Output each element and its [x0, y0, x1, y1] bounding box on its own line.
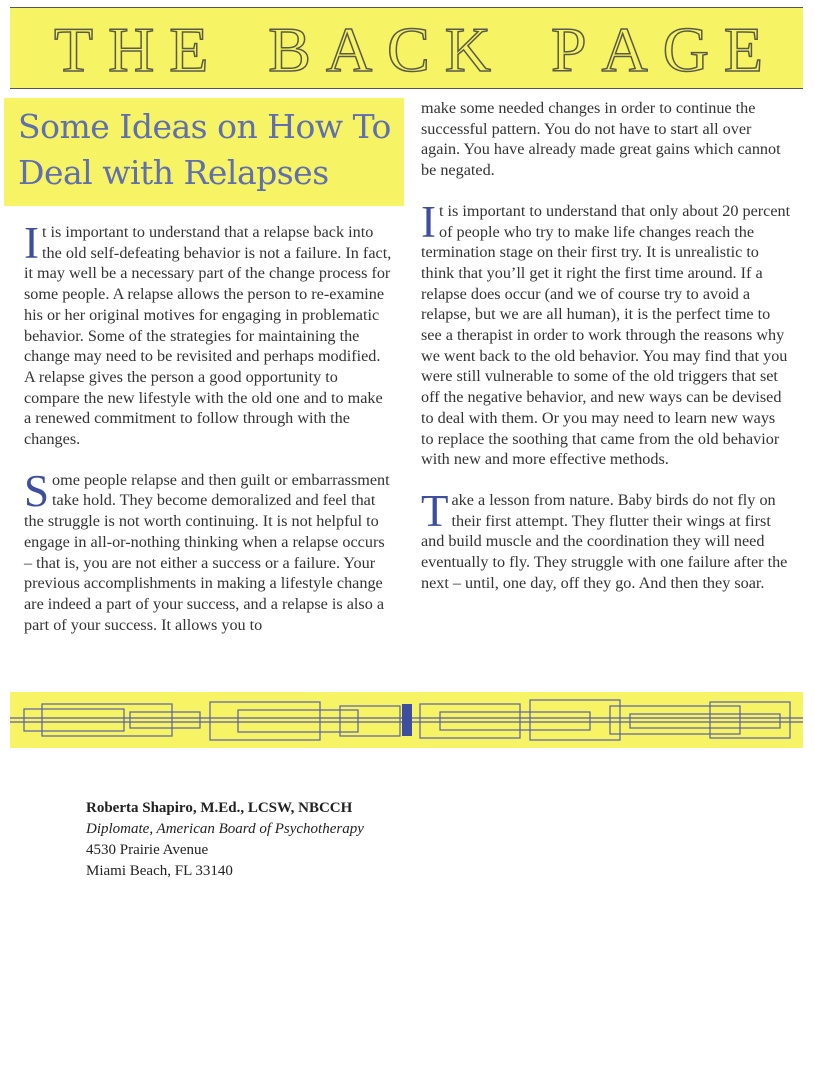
- decorative-band-lines: [10, 692, 803, 748]
- banner-letter: E: [723, 14, 763, 85]
- paragraph-text: make some needed changes in order to continue the successful pattern. You do not have to start all over again. You have already made great gains which cannot be negated.: [421, 99, 781, 180]
- author-signature: [86, 798, 364, 882]
- banner-letter: G: [662, 14, 709, 85]
- paragraph: [421, 98, 791, 181]
- article-title: Some Ideas on How To Deal with Relapses: [18, 107, 391, 192]
- banner-letter: E: [169, 14, 209, 85]
- author-street: 4530 Prairie Avenue: [86, 842, 209, 858]
- author-title: Diplomate, American Board of Psychotherapy: [86, 821, 364, 837]
- banner-bottom-rule: [10, 88, 803, 89]
- banner-letter: H: [108, 14, 155, 85]
- banner-letter: T: [54, 14, 94, 85]
- paragraph-text: ake a lesson from nature. Baby birds do not fly on their first attempt. They flutter their wings at first and build muscle and the coordination they will need eventually to fly. They struggle with one failure after the next – until, one day, off they go. And then they soar.: [421, 490, 788, 592]
- banner-letter: A: [325, 14, 373, 85]
- paragraph: [24, 218, 392, 450]
- paragraph: [24, 465, 392, 636]
- paragraph: [421, 196, 791, 470]
- paragraph-text: t is important to understand that a relapse back into the old self-defeating behavior is not a failure. In fact, it may well be a necessary part of the change process for some people. A relapse allows the person to re-examine his or her original motives for engaging in problematic behavior. Some of the strategies for maintaining the change may need to be revisited and perhaps modified. A relapse gives the person a good opportunity to compare the new lifestyle with the old one and to make a renewed commitment to follow through with the changes.: [24, 223, 392, 449]
- right-column: [421, 98, 791, 613]
- drop-cap: I: [421, 196, 436, 247]
- author-city: Miami Beach, FL 33140: [86, 863, 233, 879]
- paragraph: [421, 485, 791, 594]
- banner-title: [10, 12, 803, 88]
- author-name: Roberta Shapiro, M.Ed., LCSW, NBCCH: [86, 800, 353, 816]
- banner-letter: B: [268, 14, 311, 85]
- banner-letter: K: [444, 14, 491, 85]
- banner-letter: P: [550, 14, 587, 85]
- banner-letter: A: [601, 14, 648, 85]
- paragraph-text: ome people relapse and then guilt or embarrassment take hold. They become demoralized and feel that the struggle is not worth continuing. It is not helpful to engage in all-or-nothing thinking when a relapse occurs – that is, you are not either a success or a failure. Your previous accomplishments in making a lifestyle change are indeed a part of your success, and a relapse is also a part of your success. It allows you to: [24, 470, 390, 634]
- left-column: [24, 218, 392, 655]
- drop-cap: S: [24, 465, 50, 516]
- banner-letter: C: [387, 14, 430, 85]
- decorative-band: [10, 692, 803, 748]
- drop-cap: I: [24, 218, 39, 268]
- drop-cap: T: [421, 485, 449, 536]
- paragraph-text: t is important to understand that only about 20 percent of people who try to make life changes reach the termination stage on their first try. It is unrealistic to think that you’ll get it right the first time around. If a relapse does occur (and we of course try to avoid a relapse, but we are all human), it is the perfect time to see a therapist in order to work through the reasons why we went back to the old behavior. You may find that you were still vulnerable to some of the old triggers that set off the negative behavior, and new ways can be devised to deal with them. Or you may need to learn new ways to replace the soothing that came from the old behavior with new and more effective methods.: [421, 201, 791, 469]
